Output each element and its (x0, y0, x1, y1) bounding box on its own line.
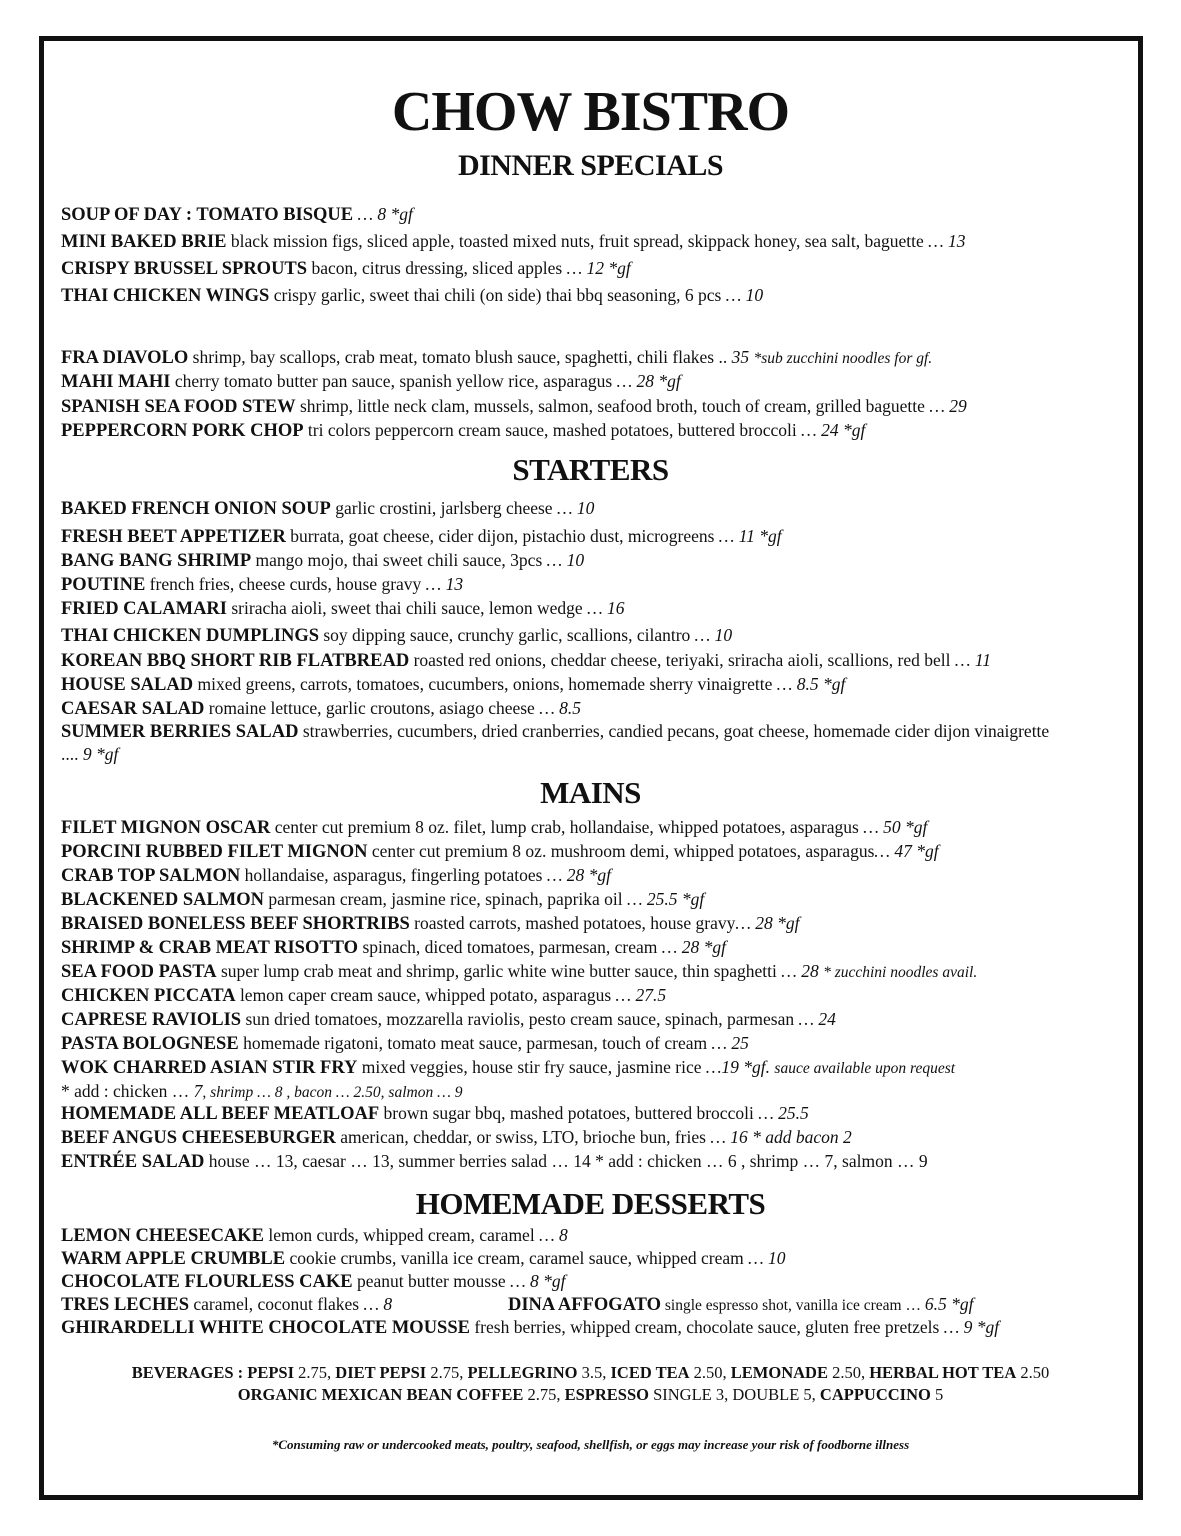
item-price: 9 *gf (82, 744, 119, 764)
item-name: GHIRARDELLI WHITE CHOCOLATE MOUSSE (61, 1318, 470, 1338)
item-name: SOUP OF DAY : TOMATO BISQUE (61, 205, 354, 225)
item-price: … 28 *gf (735, 913, 800, 933)
item-name: SUMMER BERRIES SALAD (61, 722, 299, 742)
item-price: 6.5 *gf (924, 1294, 974, 1314)
starters-menu-item (61, 525, 1141, 549)
item-name: DINA AFFOGATO (508, 1295, 661, 1315)
item-name: PEPPERCORN PORK CHOP (61, 421, 304, 441)
item-note: sauce available upon request (774, 1060, 956, 1077)
starters-menu-item (61, 497, 1141, 521)
item-price: … 27.5 (615, 985, 667, 1005)
item-name: MINI BAKED BRIE (61, 232, 227, 252)
item-description: cherry tomato butter pan sauce, spanish yellow rice, asparagus (170, 371, 617, 391)
item-price: … 8.5 *gf (776, 674, 846, 694)
item-name: WOK CHARRED ASIAN STIR FRY (61, 1058, 358, 1078)
item-price: …19 *gf. (705, 1057, 775, 1077)
item-price: … 10 (748, 1248, 786, 1268)
item-name: FILET MIGNON OSCAR (61, 818, 271, 838)
specials-menu-item (61, 370, 1141, 394)
starters-menu-item (61, 697, 1141, 721)
beverage-price: 3.5, (577, 1363, 611, 1382)
item-name: HOMEMADE ALL BEEF MEATLOAF (61, 1104, 380, 1124)
item-description: fresh berries, whipped cream, chocolate sauce, gluten free pretzels (469, 1317, 944, 1337)
starters-menu-item (61, 573, 1141, 597)
item-name: WARM APPLE CRUMBLE (61, 1249, 286, 1269)
beverage-name: LEMONADE (730, 1363, 828, 1382)
item-name: BLACKENED SALMON (61, 890, 265, 910)
item-price: … 28 (781, 961, 824, 981)
mains-heading: MAINS (540, 775, 641, 810)
item-price: … 13 (425, 574, 464, 594)
item-price: … 9 *gf (943, 1317, 1000, 1337)
item-name: MAHI MAHI (61, 372, 171, 392)
item-description: caramel, coconut flakes (189, 1294, 364, 1314)
beverage-price: 2.50, (827, 1363, 870, 1382)
item-price: 35 (731, 347, 754, 367)
beverage-price: 2.75, (426, 1363, 468, 1382)
item-description: house … 13, caesar … 13, summer berries salad … 14 * add : chicken … 6 , shrimp … 7, salmon … 9 (204, 1151, 928, 1171)
item-price: … 24 (798, 1009, 836, 1029)
item-name: BANG BANG SHRIMP (61, 551, 252, 571)
item-name: THAI CHICKEN WINGS (61, 286, 270, 306)
specials-menu-item (61, 395, 1141, 419)
item-price: … 8 *gf (353, 204, 413, 224)
item-price: … 28 *gf (661, 937, 726, 957)
restaurant-title: CHOW BISTRO (391, 81, 790, 143)
item-price: … 28 *gf (616, 371, 681, 391)
specials-menu-item (61, 257, 1141, 281)
item-name: SPANISH SEA FOOD STEW (61, 397, 296, 417)
item-description: sriracha aioli, sweet thai chili sauce, lemon wedge (227, 598, 588, 618)
beverage-name: DIET PEPSI (335, 1363, 427, 1382)
item-name: CHOCOLATE FLOURLESS CAKE (61, 1272, 353, 1292)
item-price: … 10 (546, 550, 585, 570)
item-description: garlic crostini, jarlsberg cheese (330, 498, 557, 518)
item-description: hollandaise, asparagus, fingerling potatoes (240, 865, 547, 885)
item-description: * add : chicken … (61, 1081, 194, 1101)
item-price: … 8 (539, 1225, 568, 1245)
item-name: THAI CHICKEN DUMPLINGS (61, 626, 319, 646)
item-name: SEA FOOD PASTA (61, 962, 217, 982)
beverage-price: SINGLE 3, DOUBLE 5, (648, 1385, 820, 1404)
beverage-name: ORGANIC MEXICAN BEAN COFFEE (237, 1385, 524, 1404)
item-price: … 50 *gf (863, 817, 928, 837)
item-description: homemade rigatoni, tomato meat sauce, parmesan, touch of cream (238, 1033, 712, 1053)
item-note: * zucchini noodles avail. (823, 964, 978, 981)
item-name: BRAISED BONELESS BEEF SHORTRIBS (61, 914, 410, 934)
beverage-name: ICED TEA (610, 1363, 690, 1382)
item-price: 7 (193, 1081, 203, 1101)
mains-menu-item (61, 1126, 1141, 1150)
mains-menu-item (61, 840, 1141, 864)
item-price: … 25 (711, 1033, 749, 1053)
item-description: cookie crumbs, vanilla ice cream, caramel sauce, whipped cream (285, 1248, 749, 1268)
item-price: … 11 *gf (718, 526, 782, 546)
item-description: center cut premium 8 oz. mushroom demi, whipped potatoes, asparagus (367, 841, 875, 861)
item-description: spinach, diced tomatoes, parmesan, cream (358, 937, 662, 957)
item-description: romaine lettuce, garlic croutons, asiago cheese (204, 698, 540, 718)
item-description: french fries, cheese curds, house gravy (145, 574, 426, 594)
desserts-menu-item (61, 1247, 1141, 1271)
mains-menu-item (61, 960, 1141, 984)
item-description: soy dipping sauce, crunchy garlic, scallions, cilantro (319, 625, 695, 645)
item-description: tri colors peppercorn cream sauce, mashed potatoes, buttered broccoli (303, 420, 802, 440)
beverage-name: HERBAL HOT TEA (869, 1363, 1017, 1382)
starters-menu-item (61, 549, 1141, 573)
item-name: ENTRÉE SALAD (61, 1152, 205, 1172)
item-description: mango mojo, thai sweet chili sauce, 3pcs (251, 550, 547, 570)
starters-menu-item (61, 649, 1141, 673)
desserts-menu-item (61, 1224, 1141, 1248)
starters-menu-item (61, 720, 1071, 767)
item-name: BEEF ANGUS CHEESEBURGER (61, 1128, 336, 1148)
item-description: single espresso shot, vanilla ice cream … (661, 1297, 925, 1314)
item-description: strawberries, cucumbers, dried cranberries, candied pecans, goat cheese, homemade cider dijon vinaigrette .... (61, 721, 1050, 764)
item-price: … 13 (928, 231, 966, 251)
item-description: mixed greens, carrots, tomatoes, cucumbers, onions, homemade sherry vinaigrette (193, 674, 777, 694)
starters-menu-item (61, 597, 1141, 621)
specials-menu-item (61, 203, 1141, 227)
item-description: burrata, goat cheese, cider dijon, pistachio dust, microgreens (285, 526, 719, 546)
item-price: … 11 (954, 650, 992, 670)
dina-affogato-item (508, 1293, 973, 1317)
item-name: TRES LECHES (61, 1295, 190, 1315)
item-note: *sub zucchini noodles for gf. (753, 350, 933, 367)
item-description: lemon caper cream sauce, whipped potato, asparagus (235, 985, 616, 1005)
item-name: FRESH BEET APPETIZER (61, 527, 286, 547)
mains-menu-item (61, 864, 1141, 888)
item-name: CRAB TOP SALMON (61, 866, 241, 886)
item-name: KOREAN BBQ SHORT RIB FLATBREAD (61, 651, 410, 671)
item-description: super lump crab meat and shrimp, garlic white wine butter sauce, thin spaghetti (216, 961, 782, 981)
specials-menu-item (61, 284, 1141, 308)
mains-menu-item (61, 984, 1141, 1008)
mains-menu-item (61, 1008, 1141, 1032)
item-description: mixed veggies, house stir fry sauce, jasmine rice (357, 1057, 706, 1077)
item-description: shrimp, little neck clam, mussels, salmon, seafood broth, touch of cream, grilled baguette (295, 396, 930, 416)
specials-menu-item (61, 346, 1141, 370)
item-description: black mission figs, sliced apple, toasted mixed nuts, fruit spread, skippack honey, sea salt, baguette (226, 231, 929, 251)
item-price: … 8 (363, 1294, 393, 1314)
mains-menu-item (61, 888, 1141, 912)
mains-menu-item (61, 1080, 1141, 1104)
item-name: FRA DIAVOLO (61, 348, 189, 368)
item-price: … 16 * add bacon 2 (710, 1127, 852, 1147)
specials-menu-item (61, 419, 1141, 443)
starters-heading: STARTERS (512, 452, 669, 487)
item-name: BAKED FRENCH ONION SOUP (61, 499, 331, 519)
item-price: … 29 (929, 396, 967, 416)
beverage-name: PELLEGRINO (467, 1363, 578, 1382)
item-name: LEMON CHEESECAKE (61, 1226, 265, 1246)
item-price: … 47 *gf (874, 841, 939, 861)
mains-menu-item (61, 816, 1141, 840)
item-description: roasted carrots, mashed potatoes, house gravy (409, 913, 736, 933)
item-price: … 10 (556, 498, 595, 518)
beverage-price: 2.75, (523, 1385, 565, 1404)
item-price: … 10 (725, 285, 764, 305)
item-description: bacon, citrus dressing, sliced apples (307, 258, 567, 278)
item-price: … 12 *gf (566, 258, 631, 278)
item-price: … 8.5 (539, 698, 582, 718)
item-name: PASTA BOLOGNESE (61, 1034, 239, 1054)
item-name: CHICKEN PICCATA (61, 986, 236, 1006)
desserts-heading: HOMEMADE DESSERTS (415, 1186, 766, 1221)
item-price: … 16 (587, 598, 625, 618)
item-name: SHRIMP & CRAB MEAT RISOTTO (61, 938, 359, 958)
item-name: CAPRESE RAVIOLIS (61, 1010, 242, 1030)
item-description: peanut butter mousse (352, 1271, 511, 1291)
item-price: … 8 *gf (510, 1271, 566, 1291)
item-description: roasted red onions, cheddar cheese, teriyaki, sriracha aioli, scallions, red bell (409, 650, 955, 670)
dinner-specials-heading: DINNER SPECIALS (457, 149, 724, 182)
beverage-price: 2.75, (294, 1363, 336, 1382)
food-safety-disclaimer: *Consuming raw or undercooked meats, poultry, seafood, shellfish, or eggs may increase your risk of foodborne illness (271, 1437, 910, 1452)
item-price: … 25.5 *gf (627, 889, 705, 909)
item-price: … 24 *gf (801, 420, 866, 440)
item-note: , shrimp … 8 , bacon … 2.50, salmon … 9 (202, 1084, 463, 1101)
item-description: center cut premium 8 oz. filet, lump crab, hollandaise, whipped potatoes, asparagus (270, 817, 864, 837)
item-description: american, cheddar, or swiss, LTO, brioche bun, fries (335, 1127, 711, 1147)
beverage-price: 2.50, (689, 1363, 731, 1382)
item-price: … 28 *gf (546, 865, 612, 885)
item-name: HOUSE SALAD (61, 675, 194, 695)
item-description: crispy garlic, sweet thai chili (on side) thai bbq seasoning, 6 pcs (269, 285, 726, 305)
beverage-price: 5 (930, 1385, 944, 1404)
item-description: lemon curds, whipped cream, caramel (264, 1225, 540, 1245)
starters-menu-item (61, 673, 1141, 697)
beverages-line-2 (0, 1384, 1181, 1405)
beverages-line-1 (0, 1362, 1181, 1383)
mains-menu-item (61, 1102, 1141, 1126)
desserts-menu-item (61, 1293, 1141, 1317)
item-name: FRIED CALAMARI (61, 599, 227, 619)
mains-menu-item (61, 1032, 1141, 1056)
mains-menu-item (61, 912, 1141, 936)
beverage-name: CAPPUCCINO (819, 1385, 931, 1404)
item-name: CAESAR SALAD (61, 699, 205, 719)
starters-menu-item (61, 624, 1141, 648)
specials-menu-item (61, 230, 1141, 254)
mains-menu-item (61, 936, 1141, 960)
item-name: PORCINI RUBBED FILET MIGNON (61, 842, 368, 862)
beverage-name: ESPRESSO (564, 1385, 649, 1404)
mains-menu-item (61, 1056, 1141, 1080)
desserts-menu-item (61, 1316, 1141, 1340)
item-name: CRISPY BRUSSEL SPROUTS (61, 259, 308, 279)
item-price: … 25.5 (758, 1103, 809, 1123)
item-description: shrimp, bay scallops, crab meat, tomato blush sauce, spaghetti, chili flakes .. (188, 347, 732, 367)
mains-menu-item (61, 1150, 1141, 1174)
item-description: brown sugar bbq, mashed potatoes, buttered broccoli (379, 1103, 759, 1123)
item-description: parmesan cream, jasmine rice, spinach, paprika oil (264, 889, 627, 909)
beverage-name: BEVERAGES : PEPSI (131, 1363, 295, 1382)
item-price: … 10 (694, 625, 733, 645)
beverage-price: 2.50 (1016, 1363, 1050, 1382)
item-description: sun dried tomatoes, mozzarella raviolis, pesto cream sauce, spinach, parmesan (241, 1009, 799, 1029)
desserts-menu-item (61, 1270, 1141, 1294)
item-name: POUTINE (61, 575, 146, 595)
